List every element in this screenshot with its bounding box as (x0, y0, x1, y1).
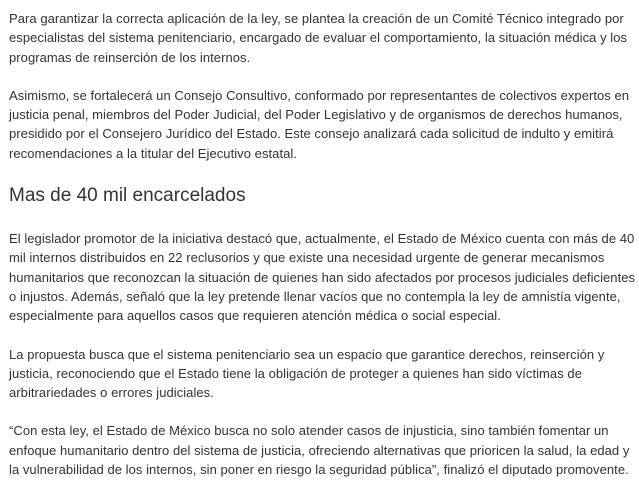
text-line: Asimismo, se fortalecerá un Consejo Consultivo, conformado por representantes de colectivos expertos en (9, 87, 630, 103)
text-line: especialmente para aquellos casos que requieren atención médica o social especial. (9, 308, 501, 324)
paragraph-cita-diputado (9, 421, 631, 479)
paragraph-legislador (9, 229, 636, 325)
paragraph-consejo-consultivo (9, 86, 631, 163)
paragraph-propuesta (9, 345, 631, 403)
text-line: “Con esta ley, el Estado de México busca no solo atender casos de injusticia, sino también fomentar un (9, 423, 609, 439)
text-line: enfoque humanitario dentro del sistema de justicia, ofreciendo alternativas que prioricen la salud, la edad y (9, 442, 630, 458)
text-line: programas de reinserción de los internos. (9, 49, 251, 65)
text-line: mil internos distribuidos en 22 reclusorios y que existe una necesidad urgente de generar mecanismos (9, 250, 605, 266)
text-line: recomendaciones a la titular del Ejecutivo estatal. (9, 145, 297, 161)
text-line: presidido por el Consejero Jurídico del Estado. Este consejo analizará cada solicitud de indulto y emitirá (9, 126, 614, 142)
text-line: o injustos. Además, señaló que la ley pretende llenar vacíos que no contempla la ley de amnistía vigente, (9, 288, 621, 304)
text-line: arbitrariedades o errores judiciales. (9, 385, 214, 401)
text-line: El legislador promotor de la iniciativa destacó que, actualmente, el Estado de México cuenta con más de 40 (9, 231, 635, 247)
text-line: humanitarios que reconozcan la situación de quienes han sido afectados por procesos judiciales deficientes (9, 269, 636, 285)
section-heading: Mas de 40 mil encarcelados (9, 185, 246, 207)
text-line: Para garantizar la correcta aplicación de la ley, se plantea la creación de un Comité Técnico integrado por (9, 11, 624, 26)
text-line: La propuesta busca que el sistema penitenciario sea un espacio que garantice derechos, reinserción y (9, 346, 605, 362)
text-line: justicia, reconociendo que el Estado tiene la obligación de proteger a quienes han sido víctimas de (9, 365, 582, 381)
article-body (9, 9, 636, 479)
text-line: la vulnerabilidad de los internos, sin poner en riesgo la seguridad pública”, finalizó el diputado promovente. (9, 462, 629, 478)
text-line: especialistas del sistema penitenciario, encargado de evaluar el comportamiento, la situación médica y los (9, 30, 628, 46)
text-line: justicia penal, miembros del Poder Judicial, del Poder Legislativo y de organismos de derechos humanos, (9, 107, 623, 123)
paragraph-comite-tecnico (9, 9, 631, 67)
